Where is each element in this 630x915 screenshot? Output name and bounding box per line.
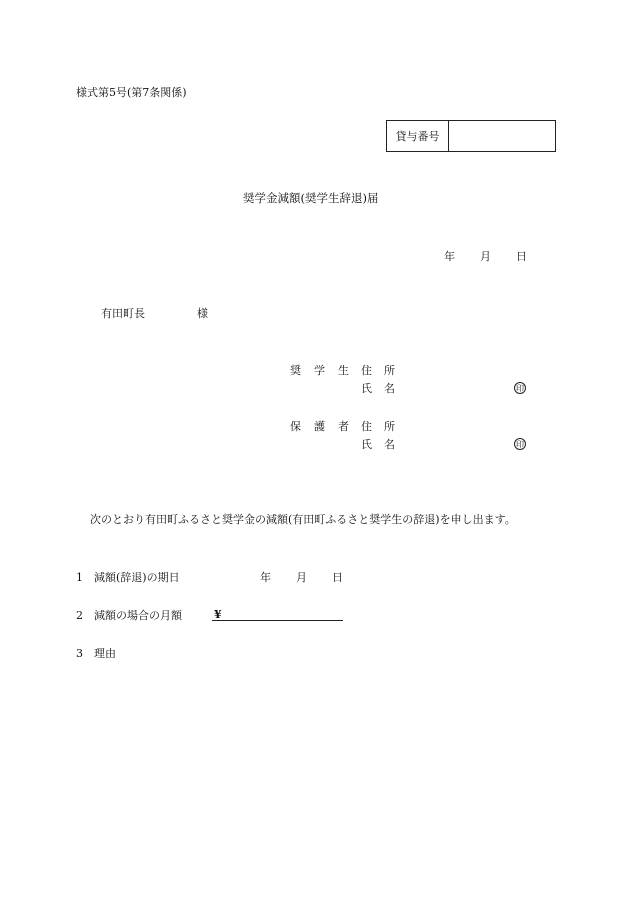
item-number: 2: [76, 609, 83, 622]
date-day: 日: [516, 250, 527, 263]
guardian-name-label-char: 名: [384, 438, 395, 451]
item-label-effective-date: 減額(辞退)の期日: [94, 571, 180, 584]
form-number: 様式第5号(第7条関係): [76, 86, 187, 99]
item-month: 月: [296, 571, 307, 584]
addressee-honorific: 様: [197, 307, 208, 320]
student-address-label-char: 所: [384, 364, 395, 377]
item-number: 3: [76, 647, 83, 660]
guardian-role-char: 護: [314, 420, 325, 433]
student-seal-mark: 印: [516, 383, 524, 393]
guardian-address-label-char: 所: [384, 420, 395, 433]
guardian-name-label-char: 氏: [361, 438, 372, 451]
guardian-role-char: 者: [338, 420, 349, 433]
item-label-reason: 理由: [94, 647, 116, 660]
guardian-address-label-char: 住: [361, 420, 372, 433]
item-number: 1: [76, 571, 83, 584]
guardian-seal-mark: 印: [516, 439, 524, 449]
addressee-name: 有田町長: [101, 307, 145, 320]
student-name-label-char: 氏: [361, 382, 372, 395]
document-title: 奨学金減額(奨学生辞退)届: [243, 191, 379, 205]
student-name-label-char: 名: [384, 382, 395, 395]
date-month: 月: [480, 250, 491, 263]
monthly-amount-line[interactable]: [212, 620, 343, 621]
loan-number-label: 貸与番号: [387, 121, 449, 151]
guardian-role-char: 保: [290, 420, 301, 433]
date-year: 年: [444, 250, 455, 263]
loan-number-field[interactable]: [449, 121, 555, 151]
student-role-char: 奨: [290, 364, 301, 377]
yen-sign: ¥: [214, 608, 222, 621]
student-role-char: 生: [338, 364, 349, 377]
item-year: 年: [260, 571, 271, 584]
loan-number-box: [386, 120, 556, 152]
item-day: 日: [332, 571, 343, 584]
student-address-label-char: 住: [361, 364, 372, 377]
item-label-monthly-amount: 減額の場合の月額: [94, 609, 182, 622]
statement-text: 次のとおり有田町ふるさと奨学金の減額(有田町ふるさと奨学生の辞退)を申し出ます。: [90, 513, 516, 526]
student-role-char: 学: [314, 364, 325, 377]
